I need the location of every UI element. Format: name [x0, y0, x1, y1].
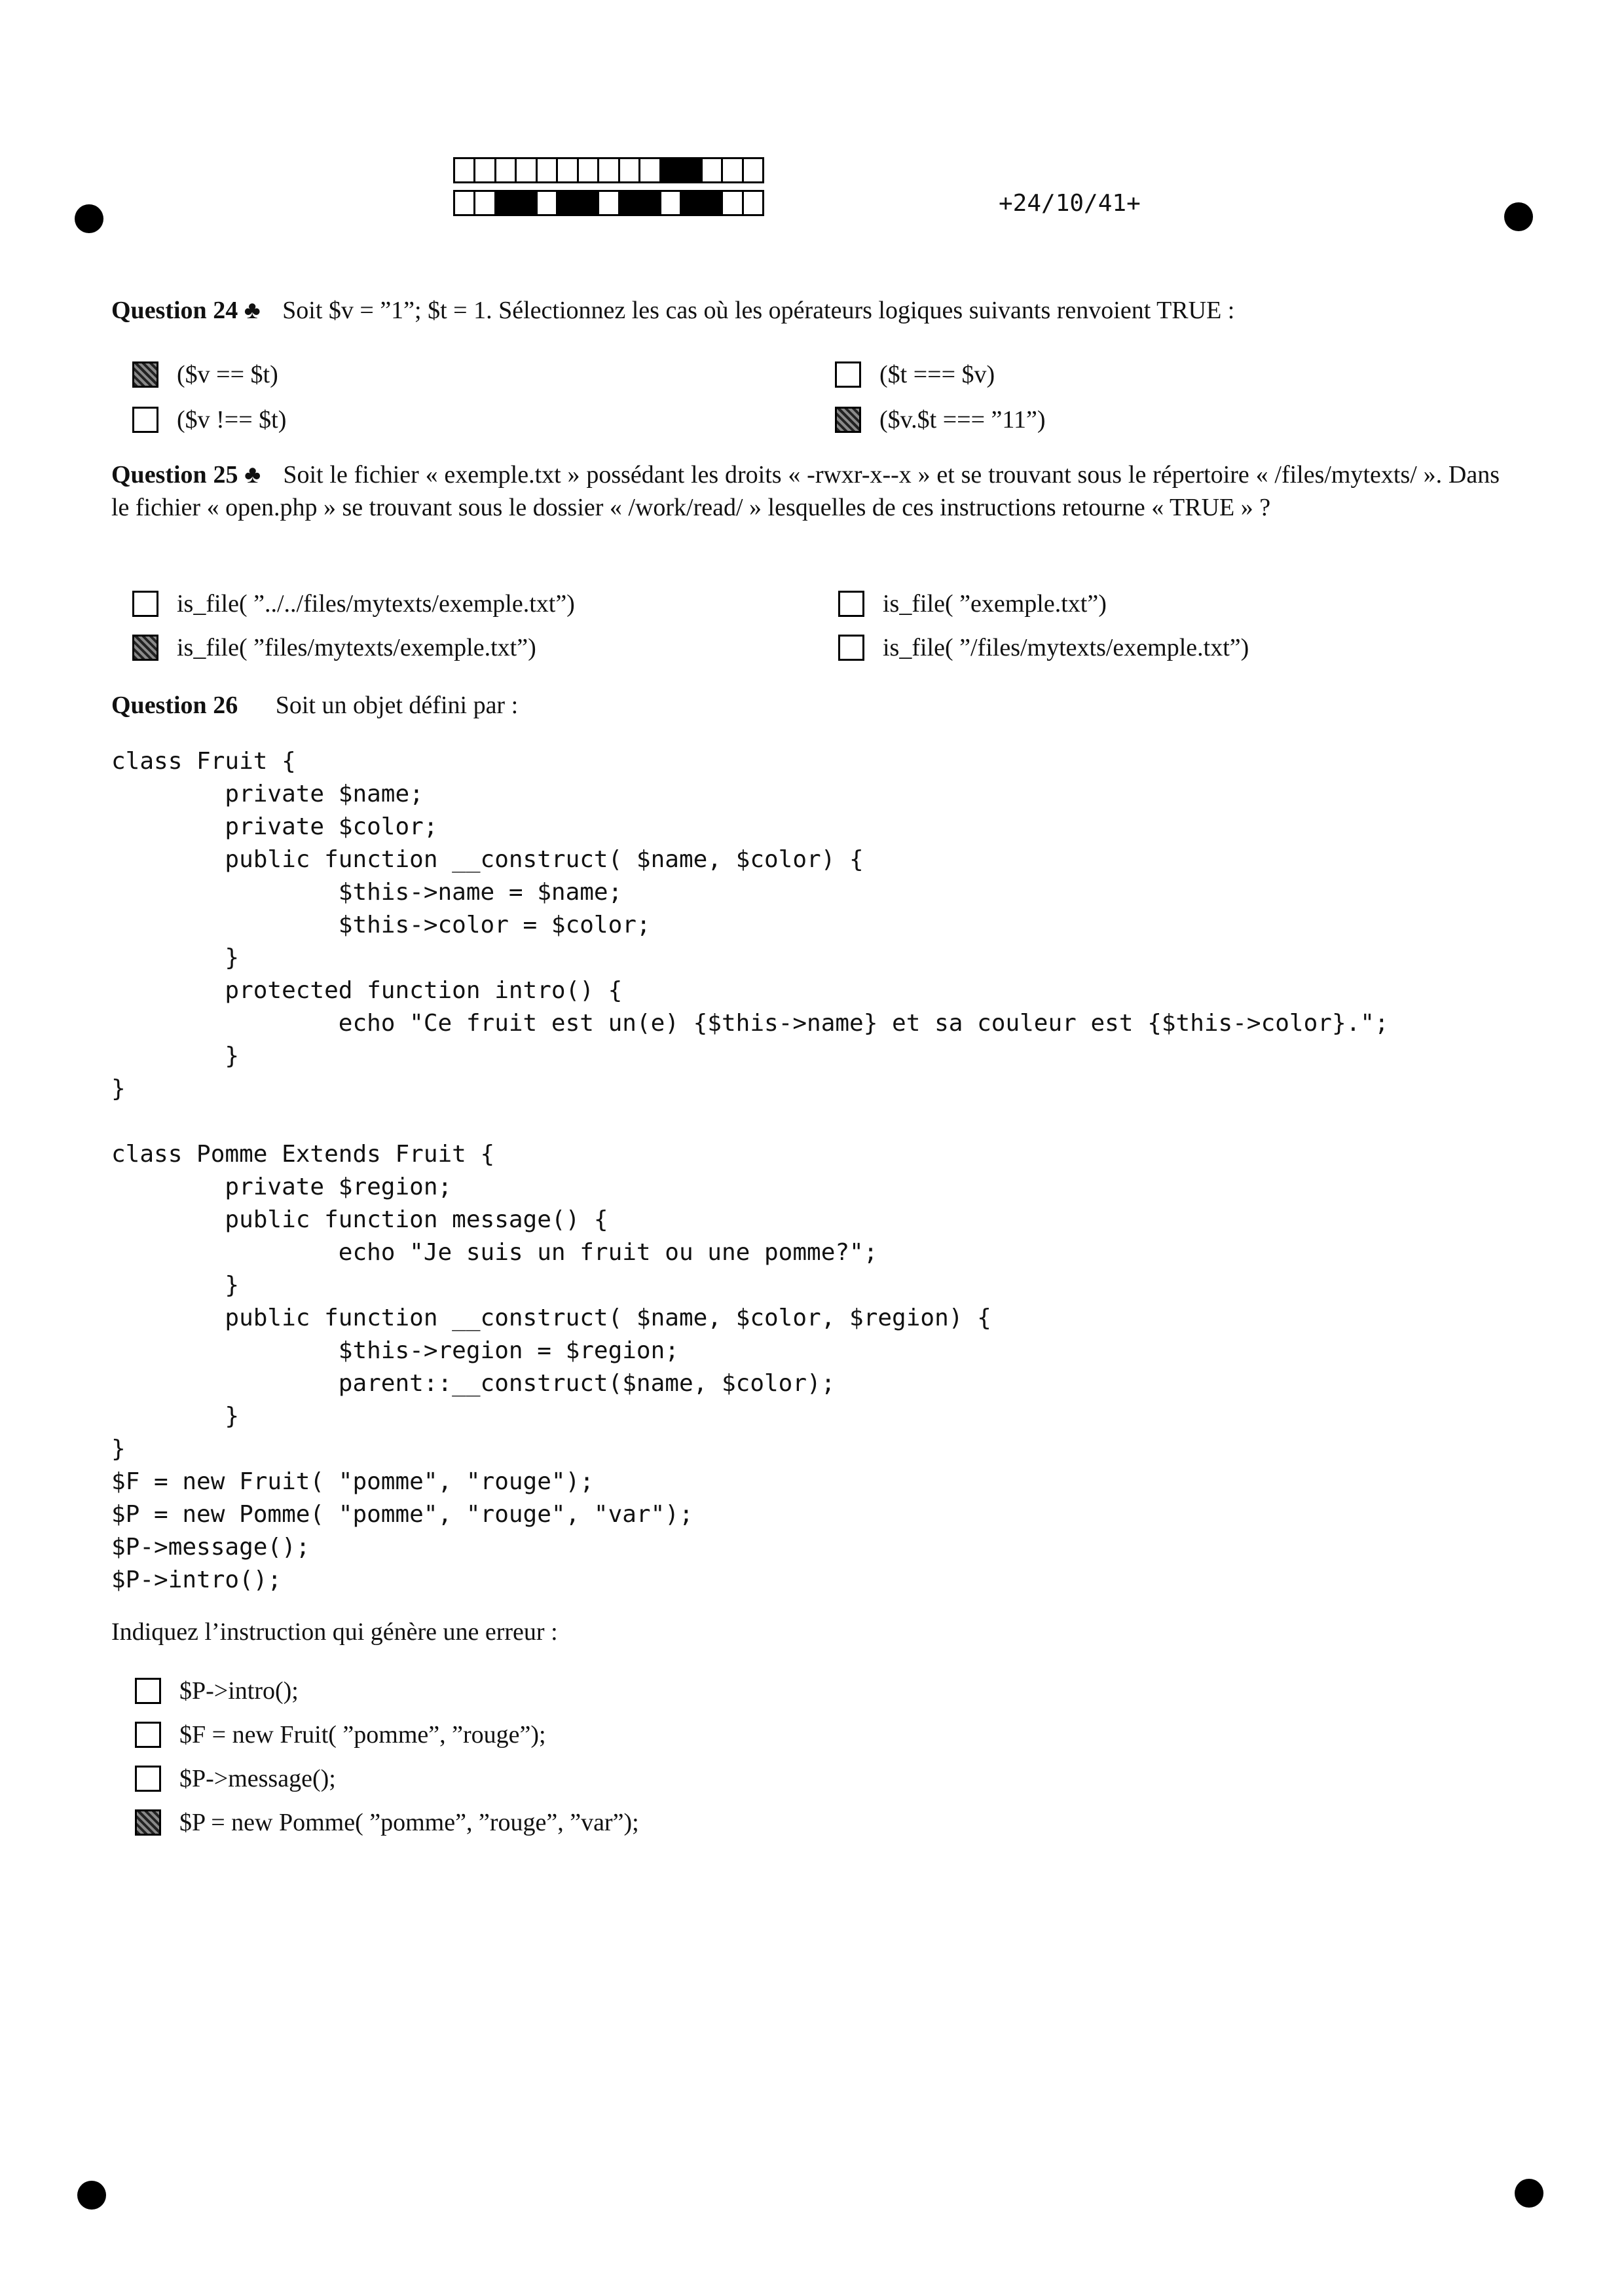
- barcode-cell: [599, 192, 619, 214]
- question-text: Soit $v = ”1”; $t = 1. Sélectionnez les cas où les opérateurs logiques suivants renvoient TRUE :: [282, 297, 1235, 324]
- barcode-cell: [640, 159, 661, 181]
- checkbox[interactable]: [135, 1678, 161, 1704]
- question-label: Question 25 ♣: [111, 461, 261, 489]
- answer-label: ($v == $t): [177, 361, 278, 388]
- barcode-cell: [599, 159, 619, 181]
- barcode-cell-filled: [579, 192, 599, 214]
- answer-label: is_file( ”/files/mytexts/exemple.txt”): [883, 634, 1249, 661]
- answer-option[interactable]: [135, 1808, 639, 1837]
- answer-label: is_file( ”../../files/mytexts/exemple.txt”): [177, 590, 575, 618]
- checkbox[interactable]: [132, 591, 158, 617]
- barcode-cell-filled: [620, 192, 640, 214]
- checkbox-checked[interactable]: [132, 635, 158, 661]
- answer-label: is_file( ”exemple.txt”): [883, 590, 1107, 618]
- checkbox[interactable]: [132, 407, 158, 433]
- corner-mark-bottom-left: [77, 2181, 106, 2210]
- answer-label: ($t === $v): [879, 361, 995, 388]
- answer-label: is_file( ”files/mytexts/exemple.txt”): [177, 634, 536, 661]
- corner-mark-bottom-right: [1515, 2179, 1543, 2208]
- checkbox[interactable]: [838, 635, 864, 661]
- corner-mark-top-left: [75, 204, 103, 233]
- answer-option[interactable]: [132, 360, 278, 389]
- barcode-cell: [475, 192, 496, 214]
- barcode-cell-filled: [682, 159, 702, 181]
- barcode-cell: [455, 159, 475, 181]
- answer-label: ($v !== $t): [177, 406, 287, 434]
- answer-label: $P = new Pomme( ”pomme”, ”rouge”, ”var”);: [179, 1809, 639, 1836]
- barcode-cell: [496, 159, 517, 181]
- answer-option[interactable]: [135, 1720, 546, 1749]
- barcode-cell: [558, 159, 578, 181]
- question-label: Question 26: [111, 692, 238, 719]
- barcode-cell: [661, 192, 682, 214]
- barcode-cell: [723, 159, 743, 181]
- question-text: Soit le fichier « exemple.txt » possédant les droits « -rwxr-x--x » et se trouvant sous le répertoire « /files/mytexts/ ». Dans le fichier « open.php » se trouvant sous le dossier « /work/read/ » lesquelles de ces instructions retourne « TRUE » ?: [111, 461, 1500, 521]
- code-block: class Fruit { private $name; private $color; public function __construct( $name, $color) { $this->name = $name; $this->color = $color; } protected function intro() { echo "Ce fruit est un(e) {$this->name} et sa couleur est {$this->color}."; } } class Pomme Extends Fruit { private $region; public function message() { echo "Je suis un fruit ou une pomme?"; } public function __construct( $name, $color, $region) { $this->region = $region; parent::__construct($name, $color); } } $F = new Fruit( "pomme", "rouge"); $P = new Pomme( "pomme", "rouge", "var"); $P->message(); $P->intro();: [111, 748, 1389, 1593]
- barcode-cell: [744, 159, 762, 181]
- answer-option[interactable]: [838, 633, 1249, 662]
- answer-option[interactable]: [132, 633, 536, 662]
- barcode-cell: [475, 159, 496, 181]
- answer-label: $P->intro();: [179, 1677, 299, 1705]
- barcode-row: [453, 157, 764, 183]
- answer-option[interactable]: [835, 360, 995, 389]
- answer-option[interactable]: [135, 1676, 299, 1705]
- answer-option[interactable]: [132, 405, 286, 434]
- barcode-cell: [579, 159, 599, 181]
- answer-label: ($v.$t === ”11”): [879, 406, 1046, 434]
- question-25-block: [111, 458, 1500, 524]
- barcode-cell-filled: [703, 192, 723, 214]
- barcode-cell: [620, 159, 640, 181]
- barcode-cell: [723, 192, 743, 214]
- checkbox-checked[interactable]: [835, 407, 861, 433]
- checkbox[interactable]: [135, 1766, 161, 1792]
- question-label: Question 24 ♣: [111, 297, 261, 324]
- question-24-header: [111, 295, 1234, 326]
- checkbox[interactable]: [135, 1722, 161, 1748]
- barcode-cell-filled: [558, 192, 578, 214]
- barcode-cell: [744, 192, 762, 214]
- barcode-cell-filled: [640, 192, 661, 214]
- answer-label: $F = new Fruit( ”pomme”, ”rouge”);: [179, 1721, 546, 1749]
- barcode-cell: [703, 159, 723, 181]
- question-prompt: Indiquez l’instruction qui génère une erreur :: [111, 1618, 558, 1646]
- answer-option[interactable]: [132, 589, 575, 618]
- checkbox[interactable]: [835, 361, 861, 388]
- answer-option[interactable]: [838, 589, 1107, 618]
- barcode-cell: [538, 159, 558, 181]
- checkbox-checked[interactable]: [132, 361, 158, 388]
- answer-option[interactable]: [135, 1764, 336, 1793]
- answer-option[interactable]: [835, 405, 1046, 434]
- barcode-cell: [517, 159, 537, 181]
- corner-mark-top-right: [1504, 202, 1533, 231]
- checkbox[interactable]: [838, 591, 864, 617]
- barcode-cell: [455, 192, 475, 214]
- answer-label: $P->message();: [179, 1765, 336, 1792]
- page-code: +24/10/41+: [999, 190, 1141, 217]
- barcode-cell: [538, 192, 558, 214]
- barcode-cell-filled: [661, 159, 682, 181]
- barcode-cell-filled: [517, 192, 537, 214]
- barcode-row: [453, 190, 764, 216]
- barcode-cell-filled: [682, 192, 702, 214]
- barcode-cell-filled: [496, 192, 517, 214]
- question-text: Soit un objet défini par :: [275, 692, 519, 719]
- checkbox-checked[interactable]: [135, 1809, 161, 1836]
- question-26-header: [111, 690, 518, 721]
